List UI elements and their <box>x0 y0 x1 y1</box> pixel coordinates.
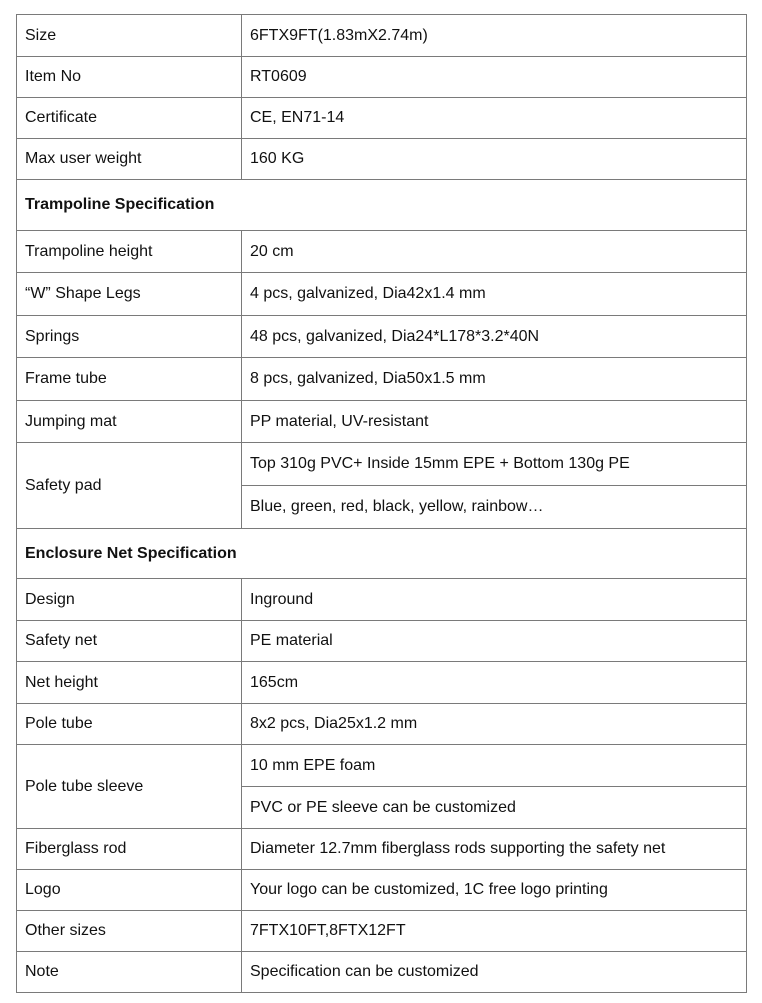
table-row <box>17 662 747 704</box>
row-label: Size <box>17 15 242 57</box>
row-label: Fiberglass rod <box>17 829 242 870</box>
row-value: 48 pcs, galvanized, Dia24*L178*3.2*40N <box>242 316 747 358</box>
row-value: PE material <box>242 621 747 662</box>
row-label: Net height <box>17 662 242 704</box>
row-label: Frame tube <box>17 358 242 401</box>
row-value: 8 pcs, galvanized, Dia50x1.5 mm <box>242 358 747 401</box>
spec-table <box>16 14 747 993</box>
section-row <box>17 529 747 579</box>
table-row <box>17 231 747 273</box>
row-label: “W” Shape Legs <box>17 273 242 316</box>
table-row <box>17 952 747 993</box>
row-value: Top 310g PVC+ Inside 15mm EPE + Bottom 130g PE <box>242 443 747 486</box>
table-row <box>17 15 747 57</box>
table-row <box>17 98 747 139</box>
row-value: RT0609 <box>242 57 747 98</box>
table-row <box>17 139 747 180</box>
row-label: Trampoline height <box>17 231 242 273</box>
row-label: Safety net <box>17 621 242 662</box>
table-row <box>17 829 747 870</box>
row-label: Note <box>17 952 242 993</box>
row-label: Pole tube <box>17 704 242 745</box>
row-label: Item No <box>17 57 242 98</box>
row-label: Springs <box>17 316 242 358</box>
table-row <box>17 579 747 621</box>
row-value: 160 KG <box>242 139 747 180</box>
table-row <box>17 273 747 316</box>
table-row <box>17 870 747 911</box>
table-row <box>17 358 747 401</box>
section-row <box>17 180 747 231</box>
row-value: 8x2 pcs, Dia25x1.2 mm <box>242 704 747 745</box>
row-value: 7FTX10FT,8FTX12FT <box>242 911 747 952</box>
row-value: CE, EN71-14 <box>242 98 747 139</box>
row-label: Pole tube sleeve <box>17 745 242 829</box>
table-row <box>17 911 747 952</box>
row-value: Specification can be customized <box>242 952 747 993</box>
row-value: Diameter 12.7mm fiberglass rods supporting the safety net <box>242 829 747 870</box>
row-label: Certificate <box>17 98 242 139</box>
row-value: PVC or PE sleeve can be customized <box>242 787 747 829</box>
table-row <box>17 621 747 662</box>
table-row <box>17 57 747 98</box>
row-value: Blue, green, red, black, yellow, rainbow… <box>242 486 747 529</box>
row-label: Safety pad <box>17 443 242 529</box>
row-label: Logo <box>17 870 242 911</box>
row-value: 20 cm <box>242 231 747 273</box>
row-value: 6FTX9FT(1.83mX2.74m) <box>242 15 747 57</box>
section-heading-enclosure: Enclosure Net Specification <box>17 529 747 579</box>
row-value: Inground <box>242 579 747 621</box>
table-row <box>17 443 747 486</box>
row-value: 10 mm EPE foam <box>242 745 747 787</box>
row-value: 165cm <box>242 662 747 704</box>
table-row <box>17 745 747 787</box>
row-label: Max user weight <box>17 139 242 180</box>
section-heading-trampoline: Trampoline Specification <box>17 180 747 231</box>
row-label: Other sizes <box>17 911 242 952</box>
row-value: PP material, UV-resistant <box>242 401 747 443</box>
row-label: Design <box>17 579 242 621</box>
table-row <box>17 316 747 358</box>
row-value: 4 pcs, galvanized, Dia42x1.4 mm <box>242 273 747 316</box>
table-row <box>17 704 747 745</box>
row-label: Jumping mat <box>17 401 242 443</box>
table-row <box>17 401 747 443</box>
row-value: Your logo can be customized, 1C free logo printing <box>242 870 747 911</box>
